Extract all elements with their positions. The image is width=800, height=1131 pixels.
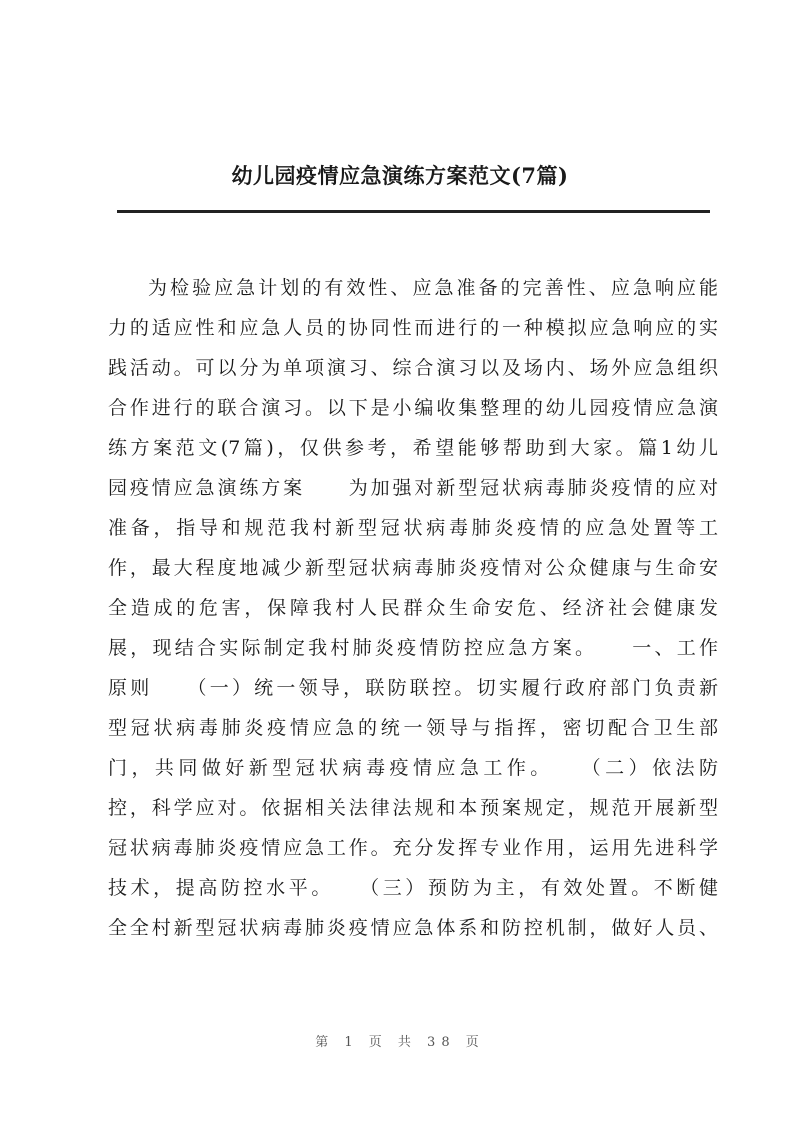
body-line: 践活动。可以分为单项演习、综合演习以及场内、场外应急组织: [108, 357, 718, 379]
body-line: 作，最大程度地减少新型冠状病毒肺炎疫情对公众健康与生命安: [108, 557, 718, 579]
document-title: 幼儿园疫情应急演练方案范文(7篇): [231, 163, 569, 188]
body-line: 准备，指导和规范我村新型冠状病毒肺炎疫情的应急处置等工: [108, 517, 718, 539]
body-line: 合作进行的联合演习。以下是小编收集整理的幼儿园疫情应急演: [108, 397, 718, 419]
body-line: 技术，提高防控水平。 （三）预防为主，有效处置。不断健: [108, 877, 718, 899]
body-line: 型冠状病毒肺炎疫情应急的统一领导与指挥，密切配合卫生部: [108, 717, 718, 739]
body-line: 力的适应性和应急人员的协同性而进行的一种模拟应急响应的实: [108, 317, 718, 339]
page-number-footer: 第 1 页 共 38 页: [315, 1035, 485, 1050]
body-line: 展，现结合实际制定我村肺炎疫情防控应急方案。 一、工作: [108, 637, 718, 659]
document-body: [108, 268, 718, 948]
body-line: 冠状病毒肺炎疫情应急工作。充分发挥专业作用，运用先进科学: [108, 837, 718, 859]
body-line: 控，科学应对。依据相关法律法规和本预案规定，规范开展新型: [108, 797, 718, 819]
body-line: 门，共同做好新型冠状病毒疫情应急工作。 （二）依法防: [108, 757, 718, 779]
body-line: 练方案范文(7篇)，仅供参考，希望能够帮助到大家。篇1幼儿: [108, 437, 718, 459]
body-line: 园疫情应急演练方案 为加强对新型冠状病毒肺炎疫情的应对: [108, 477, 718, 499]
title-divider: [117, 210, 710, 213]
body-line: 全全村新型冠状病毒肺炎疫情应急体系和防控机制，做好人员、: [108, 917, 718, 939]
body-line: 原则 （一）统一领导，联防联控。切实履行政府部门负责新: [108, 677, 718, 699]
body-line: 为检验应急计划的有效性、应急准备的完善性、应急响应能: [148, 277, 718, 299]
body-line: 全造成的危害，保障我村人民群众生命安危、经济社会健康发: [108, 597, 718, 619]
